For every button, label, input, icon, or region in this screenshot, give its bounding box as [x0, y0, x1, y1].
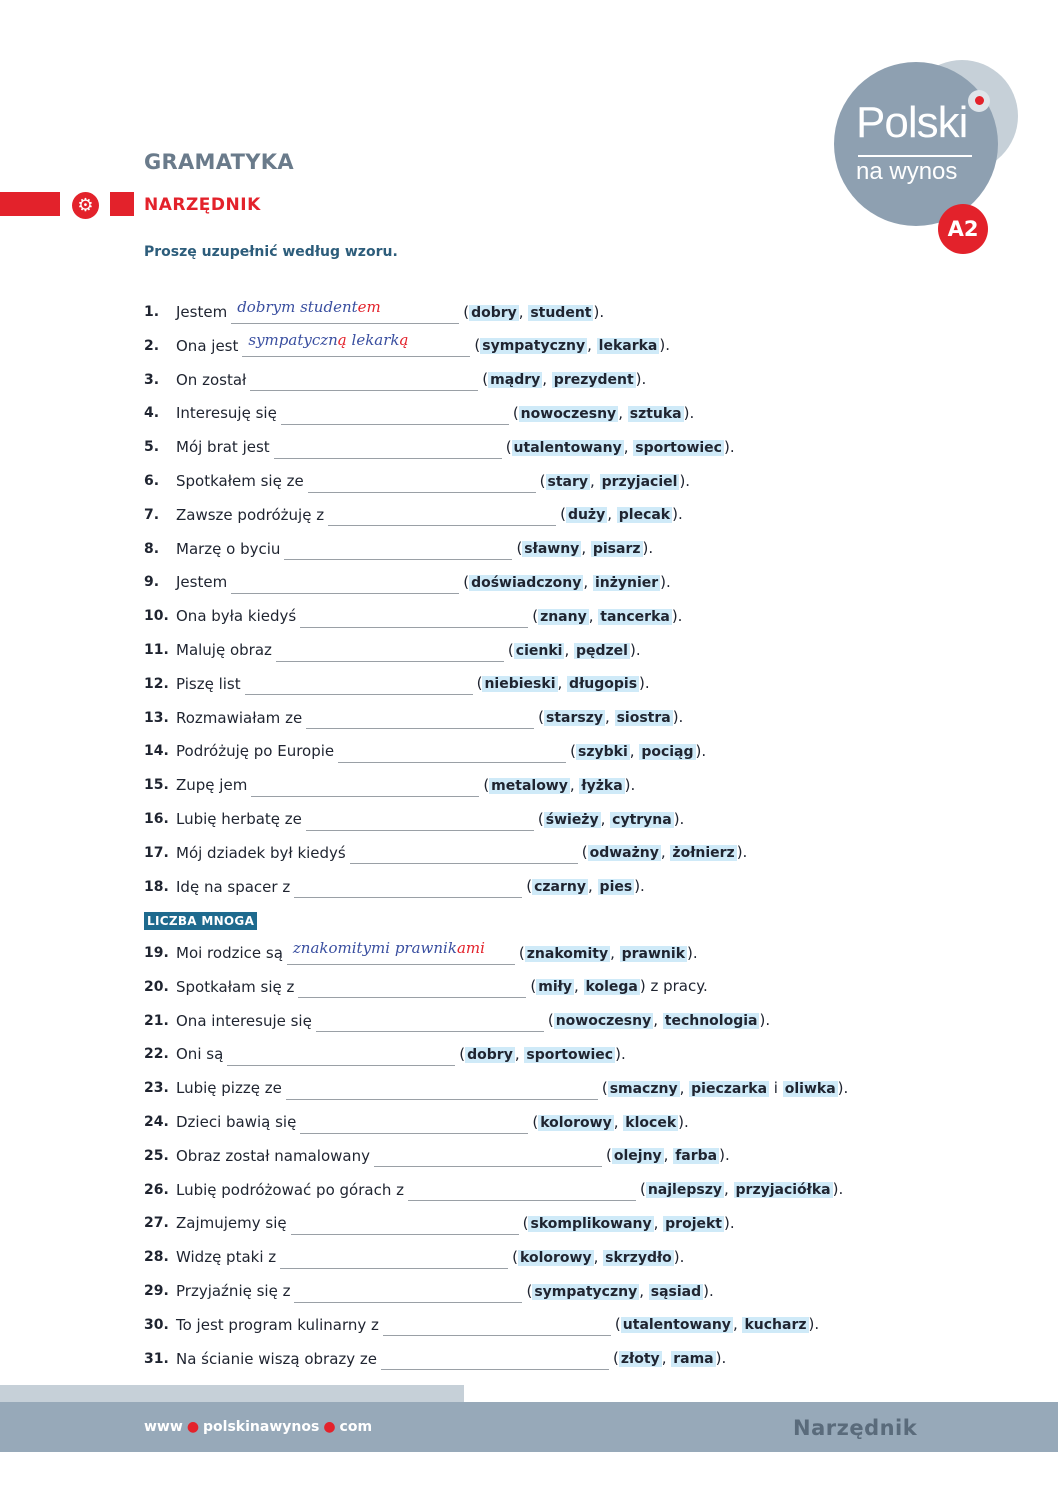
- answer-blank[interactable]: [350, 841, 578, 864]
- hint-group: ( mądry , prezydent ).: [482, 370, 647, 389]
- exercise-row: [144, 739, 706, 763]
- exercise-number: 23.: [144, 1080, 169, 1097]
- hint-word: lekarka: [598, 338, 658, 355]
- hint-close: ).: [673, 809, 685, 828]
- hint-word: nowoczesny: [555, 1013, 652, 1030]
- exercise-text: Mój brat jest: [176, 438, 270, 457]
- exercise-row: [144, 368, 646, 392]
- hint-close: ) z pracy.: [639, 977, 708, 996]
- exercise-text: Mój dziadek był kiedyś: [176, 843, 346, 862]
- answer-blank[interactable]: [338, 740, 566, 763]
- logo-subtitle: na wynos: [856, 158, 958, 185]
- hint-word: smaczny: [609, 1080, 678, 1097]
- hint-group: ( znany , tancerka ).: [532, 606, 683, 625]
- hint-close: ).: [659, 336, 670, 355]
- exercise-row: [144, 938, 698, 965]
- hint-word: utalentowany: [513, 439, 622, 456]
- level-badge: A2: [938, 204, 988, 254]
- hint-word: czarny: [534, 879, 586, 896]
- exercise-number: 25.: [144, 1147, 169, 1164]
- hint-close: ).: [673, 1247, 685, 1266]
- exercise-row: [144, 1279, 714, 1303]
- exercise-row: [144, 807, 684, 831]
- hint-word: pies: [599, 879, 633, 896]
- hint-word: student: [530, 304, 592, 321]
- exercise-number: 5.: [144, 439, 160, 456]
- dot-icon: ●: [186, 1419, 200, 1435]
- answer-blank[interactable]: [281, 402, 509, 425]
- hint-group: ( utalentowany , kucharz ).: [614, 1315, 820, 1334]
- exercise-row: [144, 638, 641, 662]
- hint-word: znakomity: [526, 945, 609, 962]
- hint-group: ( kolorowy , skrzydło ).: [512, 1247, 685, 1266]
- exercise-number: 28.: [144, 1249, 169, 1266]
- hint-close: ).: [593, 302, 605, 321]
- exercise-row: [144, 604, 682, 628]
- exercise-number: 1.: [144, 304, 160, 320]
- hint-word: sztuka: [629, 405, 682, 422]
- handwritten-answer: znakomitymi prawnikami: [292, 938, 485, 957]
- answer-blank[interactable]: [250, 368, 478, 391]
- answer-blank[interactable]: [231, 297, 459, 324]
- hint-word: rama: [673, 1351, 714, 1368]
- answer-blank[interactable]: [383, 1313, 611, 1336]
- exercise-text: Jestem: [176, 303, 228, 321]
- exercise-row: [144, 570, 671, 594]
- exercise-text: Zawsze podróżuję z: [176, 505, 325, 524]
- answer-blank[interactable]: [227, 1043, 455, 1066]
- hint-word: szybki: [578, 743, 628, 760]
- hint-word: najlepszy: [647, 1182, 722, 1199]
- answer-blank[interactable]: [286, 1077, 598, 1100]
- exercise-number: 10.: [144, 608, 169, 625]
- exercise-text: Spotkałam się z: [176, 977, 295, 996]
- answer-blank[interactable]: [294, 875, 522, 898]
- hint-group: ( złoty , rama ).: [613, 1349, 727, 1368]
- hint-group: ( olejny , farba ).: [606, 1146, 730, 1165]
- hint-word: przyjaciółka: [735, 1182, 831, 1199]
- exercise-number: 27.: [144, 1215, 169, 1232]
- exercise-row: [144, 1313, 819, 1337]
- handwritten-answer: sympatyczną lekarką: [248, 331, 409, 350]
- hint-word: mądry: [490, 372, 541, 389]
- exercise-row: [144, 1245, 684, 1269]
- exercise-number: 16.: [144, 811, 169, 827]
- hint-word: sympatyczny: [534, 1283, 638, 1300]
- exercise-row: [144, 706, 683, 730]
- exercise-number: 12.: [144, 675, 169, 692]
- answer-blank[interactable]: [316, 1009, 544, 1032]
- hint-word: pisarz: [592, 541, 641, 558]
- hint-word: kolorowy: [540, 1114, 612, 1131]
- hint-word: odważny: [589, 845, 659, 862]
- exercise-number: 29.: [144, 1283, 169, 1299]
- exercise-text: Na ścianie wiszą obrazy ze: [176, 1349, 378, 1368]
- hint-word: inżynier: [594, 574, 659, 591]
- hint-group: ( dobry , student ).: [463, 302, 605, 321]
- answer-blank[interactable]: [374, 1144, 602, 1167]
- hint-word: kolorowy: [520, 1249, 592, 1266]
- hint-group: ( sympatyczny , lekarka ).: [474, 336, 670, 355]
- hint-word: pędzel: [575, 642, 628, 659]
- hint-close: ).: [719, 1146, 730, 1165]
- hint-close: ).: [715, 1349, 727, 1368]
- exercise-number: 15.: [144, 777, 169, 794]
- exercise-text: Ona była kiedyś: [176, 607, 297, 626]
- answer-blank[interactable]: [274, 436, 502, 459]
- hint-close: ).: [642, 539, 654, 558]
- hint-close: ).: [660, 572, 671, 591]
- exercise-row: [144, 537, 653, 561]
- hint-word: sportowiec: [526, 1046, 614, 1063]
- exercise-text: Spotkałem się ze: [176, 472, 304, 490]
- exercise-text: Jestem: [176, 573, 228, 592]
- answer-blank[interactable]: [294, 1280, 522, 1303]
- answer-blank[interactable]: [306, 706, 534, 729]
- hint-group: ( świeży , cytryna ).: [537, 809, 685, 828]
- exercise-row: [144, 503, 683, 527]
- exercise-number: 18.: [144, 878, 169, 895]
- exercise-number: 11.: [144, 642, 169, 658]
- exercise-number: 19.: [144, 945, 169, 961]
- hint-close: ).: [629, 640, 641, 659]
- answer-blank[interactable]: [276, 639, 504, 662]
- exercise-row: [144, 875, 645, 899]
- hint-close: ).: [683, 403, 695, 422]
- exercise-number: 6.: [144, 473, 160, 489]
- exercise-number: 21.: [144, 1012, 169, 1029]
- answer-blank[interactable]: [291, 1212, 519, 1235]
- exercise-row: [144, 672, 650, 696]
- footer-strip: [0, 1385, 464, 1402]
- hint-close: ).: [837, 1078, 849, 1097]
- exercise-number: 8.: [144, 540, 160, 557]
- hint-word: długopis: [569, 676, 638, 693]
- exercise-text: Obraz został namalowany: [176, 1146, 370, 1165]
- hint-word: sympatyczny: [482, 338, 586, 355]
- hint-word: sportowiec: [635, 439, 722, 456]
- hint-word: kucharz: [744, 1317, 807, 1334]
- hint-group: ( sympatyczny , sąsiad ).: [526, 1281, 714, 1300]
- exercise-row: [144, 1347, 726, 1371]
- instruction: Proszę uzupełnić według wzoru.: [144, 244, 398, 260]
- hint-word: technologia: [664, 1013, 758, 1030]
- exercise-number: 3.: [144, 371, 160, 388]
- hint-word: znany: [540, 608, 587, 625]
- answer-blank[interactable]: [308, 470, 536, 493]
- hint-group: ( czarny , pies ).: [526, 877, 645, 896]
- hint-word: sławny: [524, 541, 580, 558]
- hint-group: ( dobry , sportowiec ).: [459, 1044, 626, 1063]
- hint-group: ( sławny , pisarz ).: [516, 539, 654, 558]
- hint-close: ).: [679, 471, 691, 490]
- hint-word: dobry: [471, 304, 517, 321]
- hint-group: ( duży , plecak ).: [560, 505, 683, 524]
- exercise-number: 7.: [144, 506, 160, 523]
- answer-blank[interactable]: [408, 1178, 636, 1201]
- url-part: polskinawynos: [203, 1419, 320, 1435]
- hint-close: ).: [724, 1213, 735, 1232]
- exercise-number: 24.: [144, 1114, 169, 1130]
- exercise-text: Lubię pizzę ze: [176, 1079, 282, 1098]
- exercise-text: Interesuję się: [176, 404, 277, 423]
- hint-word: sąsiad: [650, 1283, 702, 1300]
- hint-close: ).: [634, 877, 645, 896]
- hint-group: ( miły , kolega ) z pracy.: [530, 977, 708, 996]
- hint-group: ( szybki , pociąg ).: [570, 741, 707, 760]
- hint-close: ).: [671, 606, 683, 625]
- hint-close: ).: [808, 1315, 820, 1334]
- hint-word: cienki: [515, 642, 563, 659]
- exercise-number: 26.: [144, 1181, 169, 1198]
- hint-group: ( doświadczony , inżynier ).: [463, 572, 671, 591]
- hint-close: ).: [678, 1112, 689, 1131]
- hint-word: klocek: [625, 1114, 677, 1131]
- hint-word: niebieski: [484, 676, 556, 693]
- hint-group: ( znakomity , prawnik ).: [518, 943, 698, 962]
- hint-close: ).: [624, 775, 636, 794]
- footer-url[interactable]: [144, 1419, 372, 1435]
- hint-word: pieczarka: [691, 1080, 768, 1097]
- hint-word: pociąg: [641, 743, 694, 760]
- hint-word: utalentowany: [622, 1317, 731, 1334]
- exercise-row: [144, 401, 694, 425]
- hint-group: ( nowoczesny , technologia ).: [547, 1011, 771, 1030]
- exercise-row: [144, 841, 747, 865]
- exercise-text: Zupę jem: [176, 776, 248, 795]
- exercise-row: [144, 1009, 770, 1033]
- exercise-number: 31.: [144, 1350, 169, 1367]
- hint-word: olejny: [613, 1148, 662, 1165]
- hint-close: ).: [832, 1180, 844, 1199]
- hint-word: farba: [675, 1148, 718, 1165]
- exercise-number: 2.: [144, 337, 160, 354]
- exercise-number: 20.: [144, 978, 169, 995]
- exercise-row: [144, 469, 690, 493]
- exercise-row: [144, 331, 670, 358]
- answer-blank[interactable]: [328, 503, 556, 526]
- gear-icon: ⚙: [72, 192, 99, 219]
- exercise-text: To jest program kulinarny z: [176, 1315, 379, 1334]
- topic-title: NARZĘDNIK: [144, 195, 261, 215]
- hint-word: skrzydło: [605, 1249, 672, 1266]
- plural-heading: LICZBA MNOGA: [144, 912, 257, 930]
- exercise-row: [144, 1178, 843, 1202]
- hint-word: stary: [547, 473, 589, 490]
- hint-word: siostra: [616, 710, 671, 727]
- exercise-row: [144, 1076, 848, 1100]
- exercise-row: [144, 435, 735, 459]
- hint-word: duży: [567, 507, 606, 524]
- logo-title: Polski: [856, 98, 968, 147]
- exercise-number: 14.: [144, 743, 169, 760]
- exercise-row: [144, 1144, 730, 1168]
- exercise-text: Marzę o byciu: [176, 539, 281, 558]
- answer-blank[interactable]: [306, 808, 534, 831]
- hint-word: tancerka: [600, 608, 670, 625]
- hint-close: ).: [723, 437, 735, 456]
- answer-blank[interactable]: [287, 938, 515, 965]
- answer-blank[interactable]: [251, 774, 479, 797]
- hint-close: ).: [759, 1011, 771, 1030]
- hint-group: ( skomplikowany , projekt ).: [522, 1213, 735, 1232]
- hint-word: skomplikowany: [530, 1215, 652, 1232]
- hint-word: projekt: [665, 1215, 722, 1232]
- hint-word: łyżka: [581, 777, 623, 794]
- exercise-row: [144, 297, 605, 324]
- hint-group: ( stary , przyjaciel ).: [539, 471, 691, 490]
- exercise-text: On został: [176, 370, 247, 389]
- exercise-text: Widzę ptaki z: [176, 1248, 277, 1267]
- hint-word: świeży: [545, 811, 599, 828]
- exercise-text: Ona jest: [176, 336, 239, 355]
- red-bar-decoration: [0, 192, 60, 216]
- hint-group: ( cienki , pędzel ).: [507, 640, 641, 659]
- exercise-number: 9.: [144, 574, 160, 591]
- exercise-row: [144, 1211, 735, 1235]
- exercise-number: 4.: [144, 405, 160, 422]
- section-title: GRAMATYKA: [144, 150, 294, 174]
- exercise-text: Zajmujemy się: [176, 1214, 287, 1233]
- hint-group: ( odważny , żołnierz ).: [581, 843, 748, 862]
- dot-icon: ●: [323, 1419, 336, 1435]
- hint-close: ).: [736, 843, 748, 862]
- exercise-text: Lubię herbatę ze: [176, 810, 302, 828]
- hint-close: ).: [635, 370, 647, 389]
- hint-word: kolega: [585, 979, 638, 996]
- exercise-text: Idę na spacer z: [176, 877, 291, 896]
- hint-group: ( kolorowy , klocek ).: [532, 1112, 689, 1131]
- hint-group: ( starszy , siostra ).: [538, 708, 684, 727]
- exercise-text: Oni są: [176, 1045, 224, 1064]
- exercise-row: [144, 773, 635, 797]
- hint-group: ( utalentowany , sportowiec ).: [505, 437, 735, 456]
- exercise-text: Maluję obraz: [176, 641, 272, 659]
- hint-close: ).: [615, 1044, 626, 1063]
- exercise-text: Lubię podróżować po górach z: [176, 1180, 404, 1199]
- hint-group: ( najlepszy , przyjaciółka ).: [639, 1180, 844, 1199]
- url-part: com: [339, 1419, 373, 1435]
- footer-title: Narzędnik: [793, 1416, 918, 1440]
- hint-group: ( smaczny , pieczarka i oliwka ).: [601, 1078, 849, 1097]
- hint-word: cytryna: [612, 811, 672, 828]
- answer-blank[interactable]: [300, 605, 528, 628]
- hint-close: ).: [639, 674, 650, 693]
- answer-blank[interactable]: [242, 331, 470, 357]
- hint-group: ( metalowy , łyżka ).: [483, 775, 636, 794]
- answer-blank[interactable]: [284, 537, 512, 560]
- hint-close: ).: [672, 505, 683, 524]
- logo-divider: [858, 155, 972, 157]
- answer-blank[interactable]: [231, 571, 459, 594]
- exercise-row: [144, 1110, 689, 1134]
- exercise-number: 30.: [144, 1316, 169, 1333]
- exercise-row: [144, 975, 708, 999]
- hint-close: ).: [695, 741, 707, 760]
- exercise-text: Dzieci bawią się: [176, 1113, 297, 1131]
- hint-word: miły: [538, 979, 572, 996]
- exercise-text: Moi rodzice są: [176, 944, 283, 962]
- exercise-text: Podróżuję po Europie: [176, 742, 335, 761]
- hint-word: plecak: [618, 507, 671, 524]
- exercise-text: Ona interesuje się: [176, 1011, 312, 1030]
- hint-close: ).: [687, 943, 698, 962]
- hint-close: ).: [672, 708, 684, 727]
- answer-blank[interactable]: [245, 672, 473, 695]
- hint-word: oliwka: [784, 1080, 836, 1097]
- hint-word: metalowy: [491, 777, 568, 794]
- hint-group: ( niebieski , długopis ).: [476, 674, 650, 693]
- handwritten-answer: dobrym studentem: [237, 297, 381, 316]
- hint-close: ).: [703, 1281, 714, 1300]
- hint-word: prawnik: [621, 945, 686, 962]
- hint-word: doświadczony: [471, 574, 582, 591]
- hint-word: nowoczesny: [520, 405, 617, 422]
- hint-word: złoty: [620, 1351, 660, 1368]
- hint-group: ( nowoczesny , sztuka ).: [512, 403, 695, 422]
- hint-word: starszy: [546, 710, 604, 727]
- exercise-number: 13.: [144, 709, 169, 726]
- hint-word: dobry: [467, 1046, 513, 1063]
- exercise-row: [144, 1042, 626, 1066]
- answer-blank[interactable]: [300, 1111, 528, 1134]
- exercise-text: Przyjaźnię się z: [176, 1282, 291, 1300]
- answer-blank[interactable]: [280, 1246, 508, 1269]
- exercise-number: 17.: [144, 844, 169, 861]
- exercise-number: 22.: [144, 1046, 169, 1063]
- logo-dot-icon: [968, 90, 990, 112]
- url-part: www: [144, 1419, 183, 1435]
- exercise-text: Rozmawiałam ze: [176, 708, 303, 727]
- exercise-text: Piszę list: [176, 674, 241, 693]
- hint-word: żołnierz: [672, 845, 735, 862]
- answer-blank[interactable]: [381, 1347, 609, 1370]
- hint-word: przyjaciel: [601, 473, 678, 490]
- answer-blank[interactable]: [298, 975, 526, 998]
- hint-word: prezydent: [553, 372, 634, 389]
- red-square-decoration: [110, 192, 134, 216]
